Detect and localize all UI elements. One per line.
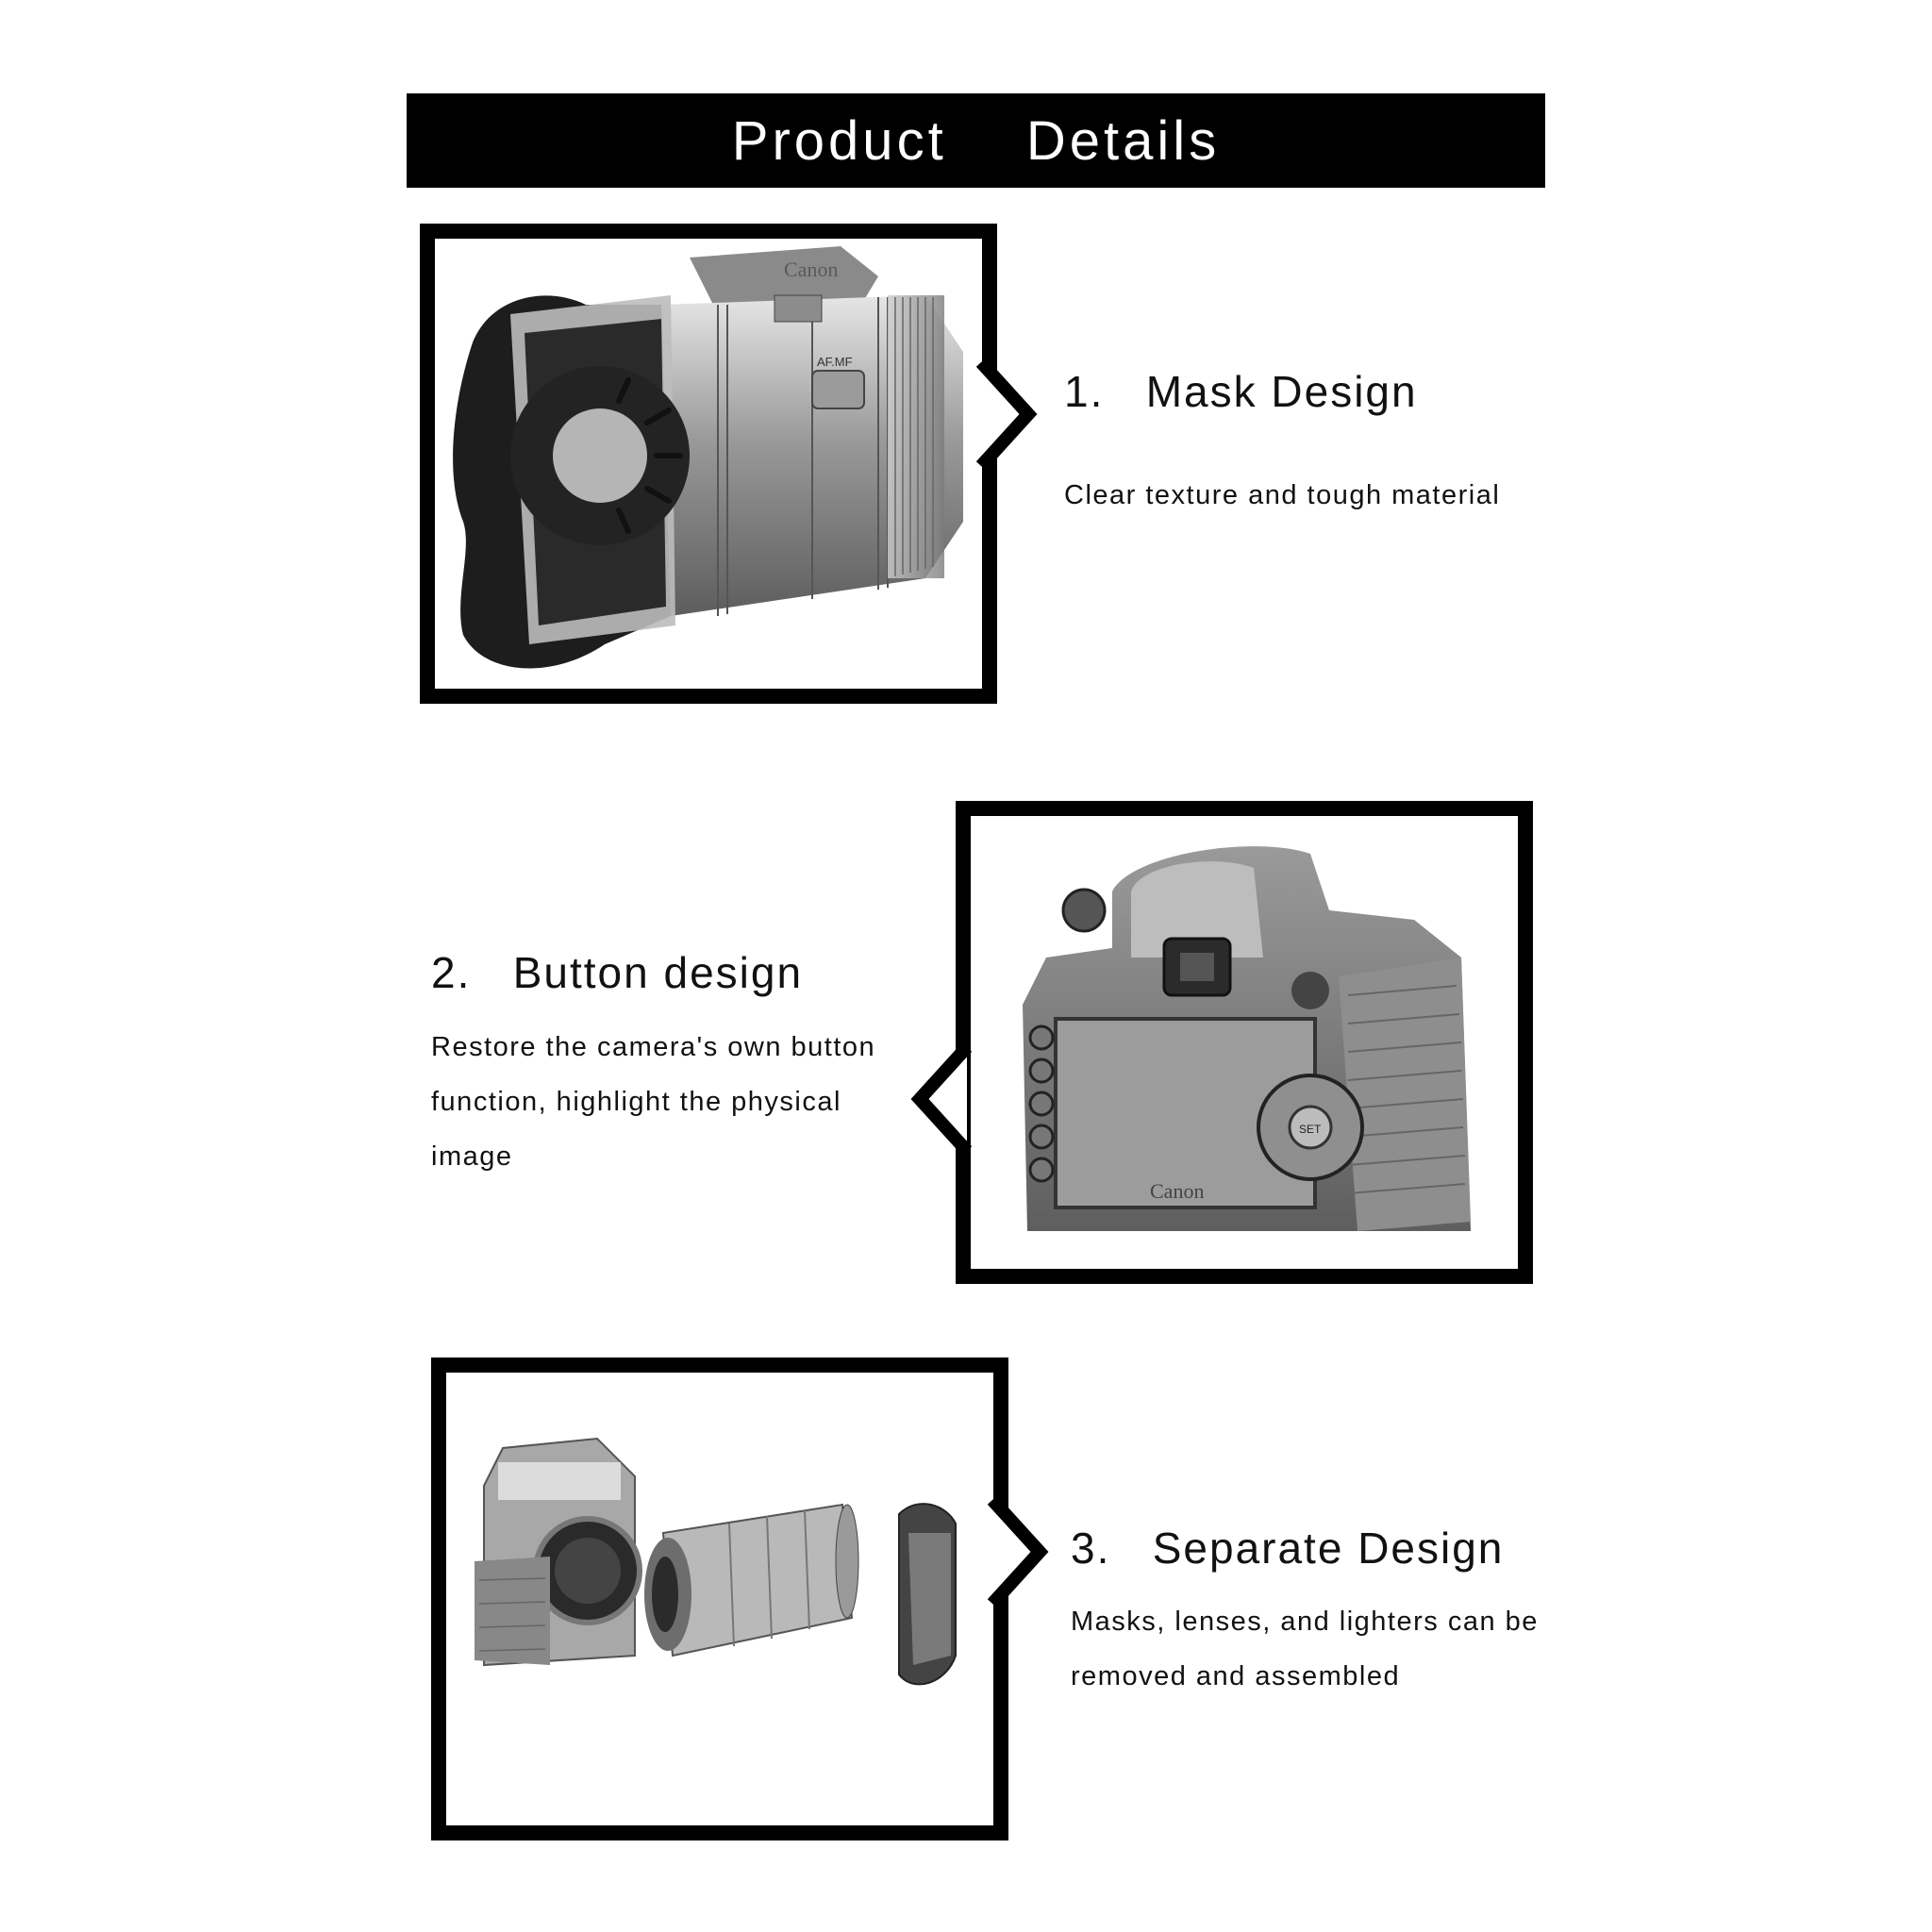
lens-brand-text: Canon <box>784 258 839 281</box>
feature-image-separate-design <box>431 1357 1008 1840</box>
page-title: Product Details <box>731 109 1221 172</box>
callout-pointer-3 <box>992 1500 1049 1604</box>
feature-2-description: Restore the camera's own button function, highlight the physical image <box>431 1032 876 1172</box>
camera-brand-text: Canon <box>1150 1179 1205 1203</box>
feature-2-title-text: Button design <box>512 948 804 997</box>
feature-2-title <box>431 947 803 998</box>
feature-3-title-text: Separate Design <box>1152 1524 1505 1573</box>
feature-1-title-text: Mask Design <box>1145 367 1418 416</box>
feature-1-title <box>1064 366 1418 417</box>
callout-pointer-1 <box>981 362 1038 466</box>
feature-3-number: 3. <box>1071 1524 1111 1573</box>
feature-1-number: 1. <box>1064 367 1105 416</box>
header-banner <box>407 93 1545 188</box>
feature-image-mask-design <box>420 224 997 704</box>
feature-image-button-design <box>956 801 1533 1284</box>
set-button-text: SET <box>1299 1123 1322 1136</box>
camera-back-illustration <box>971 816 1518 1269</box>
af-mf-switch-text: AF.MF <box>817 355 853 369</box>
callout-pointer-2 <box>910 1047 967 1151</box>
lens-hood-illustration <box>435 239 982 689</box>
feature-2-number: 2. <box>431 948 472 997</box>
separated-parts-illustration <box>446 1373 993 1825</box>
feature-3-description: Masks, lenses, and lighters can be removed and assembled <box>1071 1607 1539 1691</box>
feature-3-title <box>1071 1523 1504 1574</box>
feature-1-description: Clear texture and tough material <box>1064 480 1501 510</box>
